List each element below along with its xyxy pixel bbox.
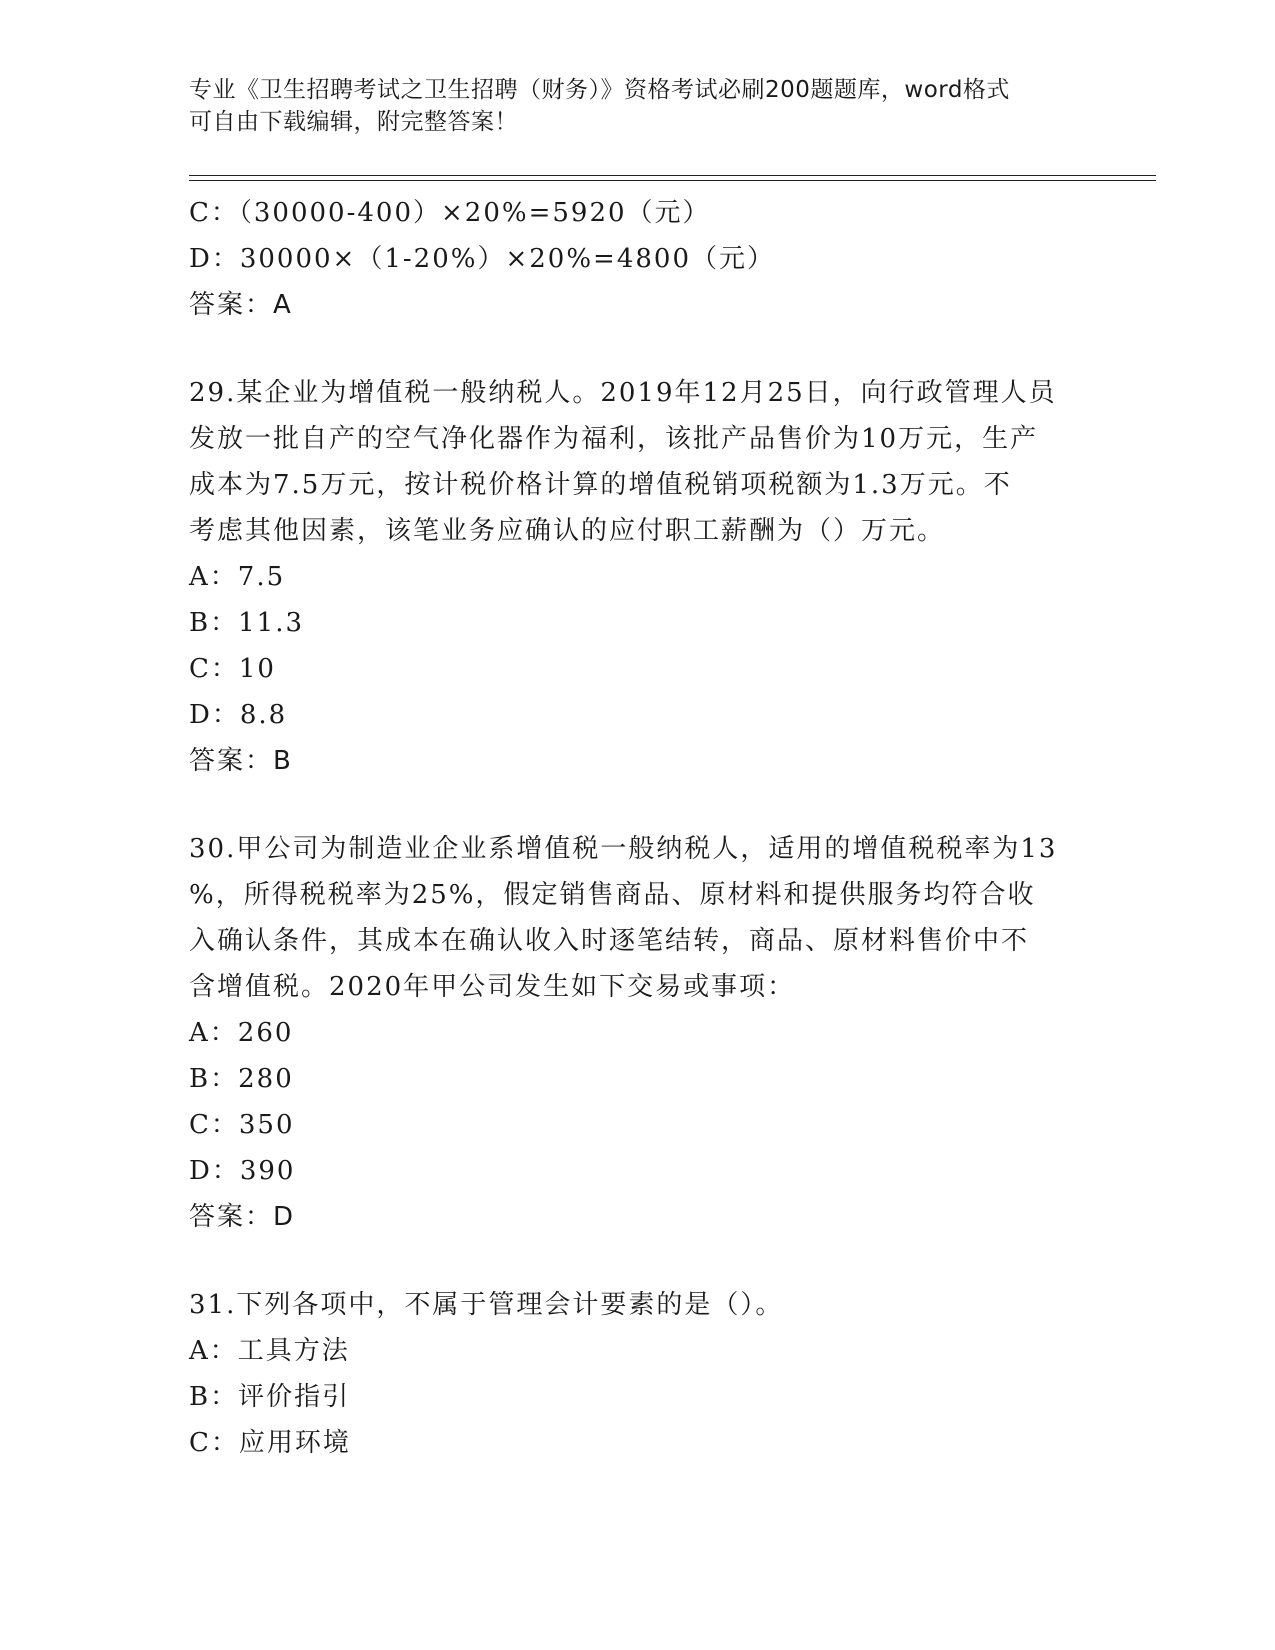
document-header	[189, 74, 1089, 138]
option-d: D：8.8	[189, 700, 288, 730]
header-divider-bottom	[189, 180, 1156, 181]
answer-line: 答案：D	[189, 1202, 296, 1232]
question-stem-line: 29.某企业为增值税一般纳税人。2019年12月25日，向行政管理人员	[189, 378, 1057, 408]
option-a: A：260	[189, 1018, 294, 1048]
answer-line: 答案：A	[189, 290, 293, 320]
answer-line: 答案：B	[189, 746, 293, 776]
question-stem-line: %，所得税税率为25%，假定销售商品、原材料和提供服务均符合收	[189, 880, 1036, 910]
option-b: B：评价指引	[189, 1382, 351, 1412]
option-c: C：（30000-400）×20%=5920（元）	[189, 198, 711, 228]
header-line-2: 可自由下载编辑，附完整答案！	[189, 109, 518, 135]
option-c: C：350	[189, 1110, 295, 1140]
question-stem-line: 30.甲公司为制造业企业系增值税一般纳税人，适用的增值税税率为13	[189, 834, 1058, 864]
option-c: C：10	[189, 654, 276, 684]
previous-question	[189, 190, 1089, 328]
question-content	[189, 190, 1089, 1466]
header-line-1: 专业《卫生招聘考试之卫生招聘（财务）》资格考试必刷200题题库，word格式	[189, 77, 1010, 103]
option-d: D：30000×（1-20%）×20%=4800（元）	[189, 244, 775, 274]
option-d: D：390	[189, 1156, 296, 1186]
option-b: B：280	[189, 1064, 294, 1094]
question-30	[189, 826, 1089, 1240]
question-stem-line: 入确认条件，其成本在确认收入时逐笔结转，商品、原材料售价中不	[189, 926, 1030, 956]
option-c: C：应用环境	[189, 1428, 351, 1458]
question-31	[189, 1282, 1089, 1466]
question-29	[189, 370, 1089, 784]
option-a: A：7.5	[189, 562, 286, 592]
question-stem-line: 考虑其他因素，该笔业务应确认的应付职工薪酬为（）万元。	[189, 516, 946, 546]
question-stem-line: 31.下列各项中，不属于管理会计要素的是（）。	[189, 1290, 784, 1320]
question-stem-line: 含增值税。2020年甲公司发生如下交易或事项：	[189, 972, 796, 1002]
option-b: B：11.3	[189, 608, 304, 638]
question-stem-line: 成本为7.5万元，按计税价格计算的增值税销项税额为1.3万元。不	[189, 470, 1012, 500]
question-stem-line: 发放一批自产的空气净化器作为福利，该批产品售价为10万元，生产	[189, 424, 1039, 454]
option-a: A：工具方法	[189, 1336, 350, 1366]
header-divider-top	[189, 175, 1156, 176]
